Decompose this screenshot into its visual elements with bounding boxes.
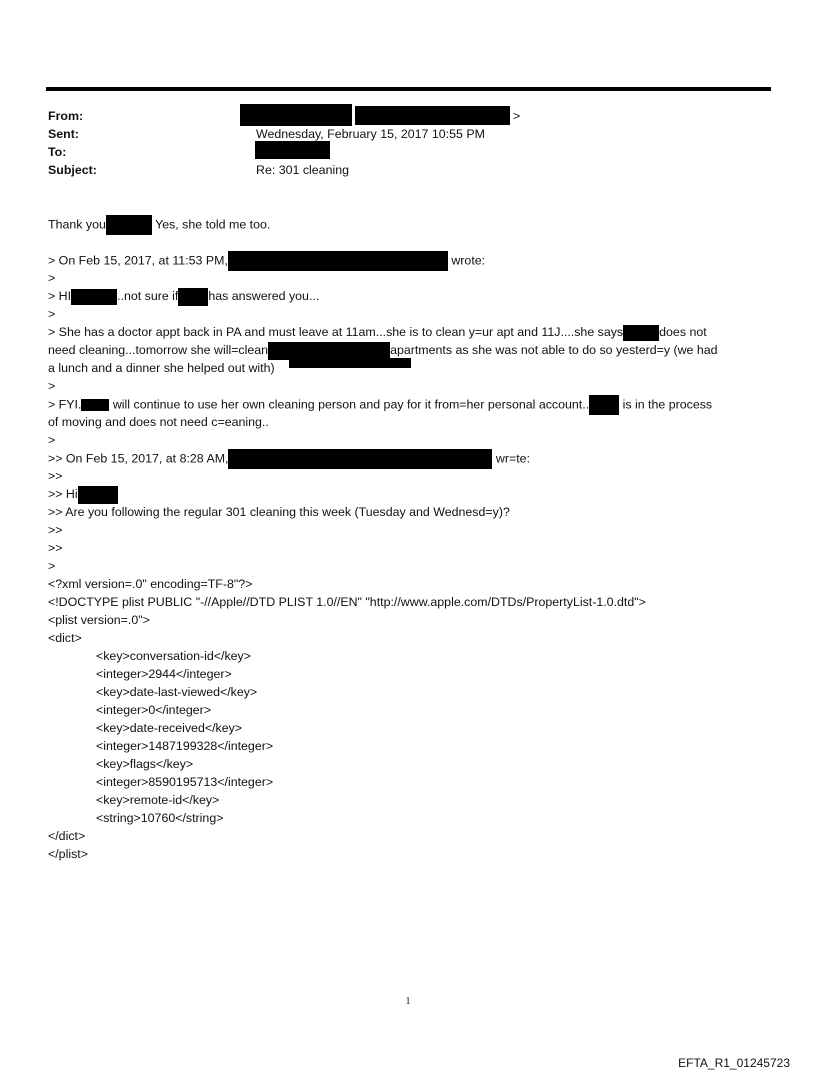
xml-line: </plist> bbox=[48, 847, 88, 861]
xml-line: <key>date-last-viewed</key> bbox=[96, 685, 258, 699]
text: >> Hi bbox=[48, 487, 78, 501]
subject-label: Subject: bbox=[48, 163, 97, 177]
text: ..not sure if bbox=[117, 289, 179, 303]
xml-line: <plist version=.0"> bbox=[48, 613, 150, 627]
page-number: 1 bbox=[405, 996, 411, 1007]
redaction-block bbox=[228, 251, 448, 271]
text: apartments as she was not able to do so yesterd=y (we had bbox=[390, 343, 718, 357]
quote-line: >> Are you following the regular 301 cleaning this week (Tuesday and Wednesd=y)? bbox=[48, 505, 510, 519]
xml-line: <!DOCTYPE plist PUBLIC "-//Apple//DTD PLIST 1.0//EN" "http://www.apple.com/DTDs/PropertyList-1.0.dtd"> bbox=[48, 595, 646, 609]
xml-line: <integer>0</integer> bbox=[96, 703, 212, 717]
quote-line bbox=[48, 395, 770, 415]
quote-marker: >> bbox=[48, 541, 63, 555]
xml-line: <integer>2944</integer> bbox=[96, 667, 232, 681]
redaction-block bbox=[623, 325, 659, 341]
sent-label: Sent: bbox=[48, 127, 79, 141]
xml-line: <dict> bbox=[48, 631, 82, 645]
redaction-block bbox=[355, 106, 510, 125]
quote-line: of moving and does not need c=eaning.. bbox=[48, 415, 269, 429]
xml-line: <integer>8590195713</integer> bbox=[96, 775, 274, 789]
to-label: To: bbox=[48, 145, 67, 159]
quote-marker: >> bbox=[48, 469, 63, 483]
xml-line: <key>date-received</key> bbox=[96, 721, 243, 735]
redaction-block bbox=[178, 288, 208, 306]
redaction-block bbox=[240, 104, 352, 126]
text: wrote: bbox=[447, 253, 486, 268]
quote-marker: > bbox=[48, 307, 56, 321]
text: wr=te: bbox=[492, 451, 531, 466]
subject-value: Re: 301 cleaning bbox=[256, 163, 349, 177]
from-label: From: bbox=[48, 109, 84, 123]
text: > She has a doctor appt back in PA and must leave at 11am...she is to clean y=ur apt and 11J....she says bbox=[48, 325, 624, 339]
quote-header-2 bbox=[48, 449, 770, 469]
sent-value: Wednesday, February 15, 2017 10:55 PM bbox=[256, 127, 485, 141]
text: >> On Feb 15, 2017, at 8:28 AM, bbox=[48, 451, 229, 466]
reply-line bbox=[48, 215, 770, 235]
quote-line bbox=[48, 323, 770, 341]
text: > FYI. bbox=[48, 397, 82, 412]
text: need cleaning...tomorrow she will=clean bbox=[48, 343, 269, 357]
xml-line: <integer>1487199328</integer> bbox=[96, 739, 274, 753]
redaction-block bbox=[106, 215, 152, 235]
redaction-block bbox=[255, 141, 330, 159]
quote-header-1 bbox=[48, 251, 770, 271]
redaction-block bbox=[228, 449, 492, 469]
text: Thank you bbox=[48, 217, 106, 232]
xml-line: <key>conversation-id</key> bbox=[96, 649, 251, 663]
text: does not bbox=[659, 325, 707, 339]
text: is in the process bbox=[619, 397, 713, 412]
text: > HI bbox=[48, 289, 72, 303]
xml-line: </dict> bbox=[48, 829, 86, 843]
xml-line: <key>remote-id</key> bbox=[96, 793, 220, 807]
top-rule bbox=[46, 87, 771, 91]
text: Yes, she told me too. bbox=[151, 217, 271, 232]
text: has answered you... bbox=[208, 289, 320, 303]
bates-number: EFTA_R1_01245723 bbox=[678, 1056, 790, 1070]
quote-line bbox=[48, 485, 770, 504]
redaction-block bbox=[81, 399, 109, 411]
from-suffix: > bbox=[513, 109, 521, 123]
quote-marker: > bbox=[48, 559, 56, 573]
text: will continue to use her own cleaning person and pay for it from=her personal account.. bbox=[109, 397, 590, 412]
redaction-block bbox=[78, 486, 118, 504]
redaction-block bbox=[589, 395, 619, 415]
xml-line: <key>flags</key> bbox=[96, 757, 194, 771]
xml-line: <string>10760</string> bbox=[96, 811, 224, 825]
quote-line bbox=[48, 341, 770, 360]
redaction-block bbox=[289, 358, 411, 368]
quote-marker: > bbox=[48, 379, 56, 393]
quote-line: a lunch and a dinner she helped out with) bbox=[48, 361, 275, 375]
text: > On Feb 15, 2017, at 11:53 PM, bbox=[48, 253, 228, 268]
quote-marker: > bbox=[48, 271, 56, 285]
redaction-block bbox=[71, 289, 117, 305]
quote-marker: >> bbox=[48, 523, 63, 537]
quote-line bbox=[48, 287, 770, 306]
quote-marker: > bbox=[48, 433, 56, 447]
xml-line: <?xml version=.0" encoding=TF-8"?> bbox=[48, 577, 253, 591]
